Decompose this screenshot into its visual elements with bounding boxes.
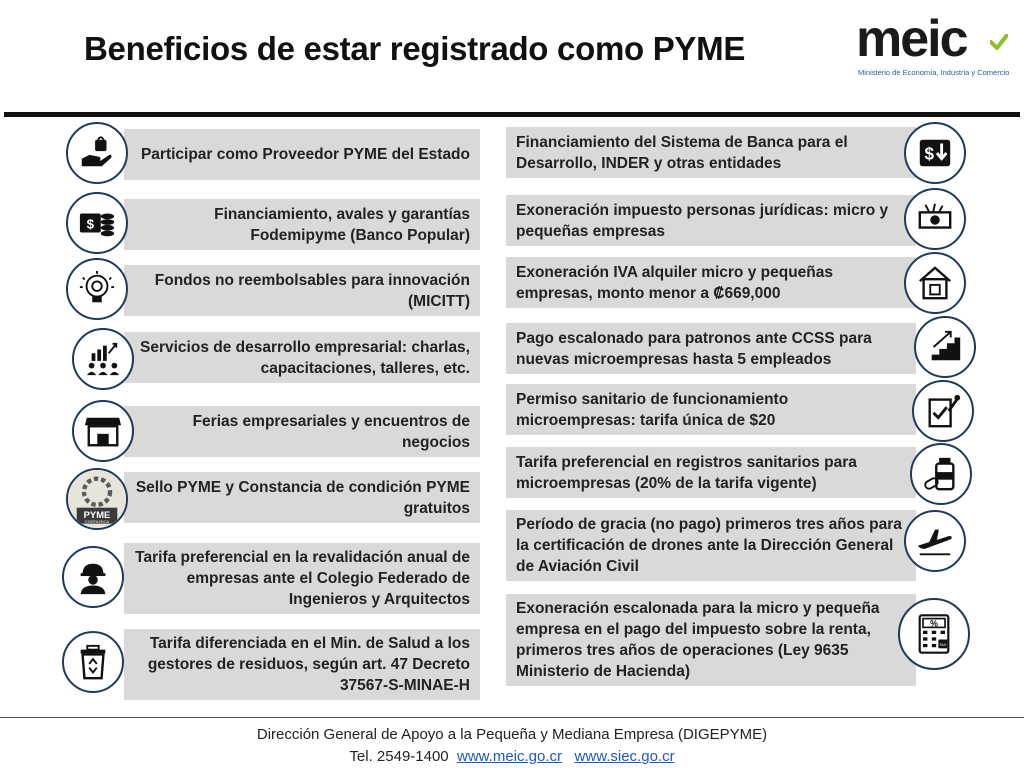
benefit-card-right-8 [506, 594, 916, 686]
checklist-icon [912, 380, 974, 442]
benefit-card-left-6 [124, 472, 480, 523]
svg-text:COSTA RICA: COSTA RICA [84, 518, 110, 524]
svg-text:TAX: TAX [939, 643, 947, 648]
footer-contact [0, 748, 1024, 765]
benefit-card-left-1 [124, 129, 480, 180]
benefit-text: Período de gracia (no pago) primeros tres años para la certificación de drones ante la Dirección General de Aviación Civil [516, 516, 902, 575]
page-title: Beneficios de estar registrado como PYME [84, 30, 746, 67]
benefit-text: Sello PYME y Constancia de condición PYME gratuitos [135, 478, 470, 517]
footer-divider [0, 717, 1024, 718]
benefit-text: Financiamiento del Sistema de Banca para el Desarrollo, INDER y otras entidades [516, 133, 848, 172]
meic-logo[interactable] [854, 10, 1012, 82]
footer-line-1: Dirección General de Apoyo a la Pequeña y Mediana Empresa (DIGEPYME) [256, 726, 768, 743]
footer-phone: Tel. 2549-1400 [349, 748, 449, 765]
benefit-card-right-4 [506, 323, 916, 374]
dollar-download-icon [904, 122, 966, 184]
benefit-card-right-2 [506, 195, 916, 246]
cash-bill-icon [904, 188, 966, 250]
house-rent-icon [904, 252, 966, 314]
benefit-card-right-5 [506, 384, 916, 435]
logo-wordmark: meic [856, 10, 967, 68]
benefit-card-left-3 [124, 265, 480, 316]
recycle-bin-icon [62, 631, 124, 693]
benefit-text: Exoneración escalonada para la micro y pequeña empresa en el pago del impuesto sobre la renta, primeros tres años de operaciones (Ley 9635 Ministerio de Hacienda) [516, 600, 880, 680]
money-coins-icon [66, 192, 128, 254]
benefit-text: Permiso sanitario de funcionamiento microempresas: tarifa única de $20 [516, 390, 789, 429]
benefit-card-right-3 [506, 257, 916, 308]
meic-link[interactable]: www.meic.go.cr [457, 748, 563, 765]
benefit-text: Financiamiento, avales y garantías Fodemipyme (Banco Popular) [214, 205, 470, 244]
tax-calculator-icon [898, 598, 970, 670]
benefit-text: Tarifa diferenciada en el Min. de Salud a los gestores de residuos, según art. 47 Decreto 37567-S-MINAE-H [147, 635, 470, 694]
header-divider [4, 112, 1020, 117]
people-chart-icon [72, 328, 134, 390]
benefit-card-left-5 [124, 406, 480, 457]
hand-bag-icon [66, 122, 128, 184]
svg-text:$: $ [86, 216, 95, 232]
benefit-text: Pago escalonado para patronos ante CCSS para nuevas microempresas hasta 5 empleados [516, 329, 872, 368]
svg-text:%: % [930, 618, 938, 629]
benefit-text: Tarifa preferencial en registros sanitarios para microempresas (20% de la tarifa vigente) [516, 453, 857, 492]
benefit-card-left-2 [124, 199, 480, 250]
benefit-text: Servicios de desarrollo empresarial: charlas, capacitaciones, talleres, etc. [140, 338, 470, 377]
airplane-icon [904, 510, 966, 572]
benefit-card-right-7 [506, 510, 916, 581]
medicine-bottle-icon [910, 443, 972, 505]
benefit-text: Tarifa preferencial en la revalidación anual de empresas ante el Colegio Federado de Ingenieros y Arquitectos [135, 549, 470, 608]
benefit-card-left-4 [124, 332, 480, 383]
benefit-text: Exoneración IVA alquiler micro y pequeñas empresas, monto menor a ₡669,000 [516, 263, 833, 302]
benefit-text: Exoneración impuesto personas jurídicas: micro y pequeñas empresas [516, 201, 889, 240]
benefit-text: Ferias empresariales y encuentros de negocios [192, 412, 470, 451]
engineer-helmet-icon [62, 546, 124, 608]
benefit-card-right-6 [506, 447, 916, 498]
stairs-growth-icon [914, 316, 976, 378]
lightbulb-gear-icon [66, 258, 128, 320]
benefit-card-left-7 [124, 543, 480, 614]
benefit-text: Fondos no reembolsables para innovación (MICITT) [154, 271, 470, 310]
benefit-card-right-1 [506, 127, 916, 178]
svg-text:PYME: PYME [83, 508, 111, 520]
svg-text:$: $ [924, 144, 935, 164]
logo-subtitle: Ministerio de Economía, Industria y Comercio [858, 68, 1010, 77]
benefit-card-left-8 [124, 629, 480, 700]
pyme-seal-icon [66, 468, 128, 530]
logo-check-icon [990, 34, 1008, 50]
benefit-text: Participar como Proveedor PYME del Estado [140, 146, 470, 163]
storefront-icon [72, 400, 134, 462]
siec-link[interactable]: www.siec.go.cr [574, 748, 675, 765]
